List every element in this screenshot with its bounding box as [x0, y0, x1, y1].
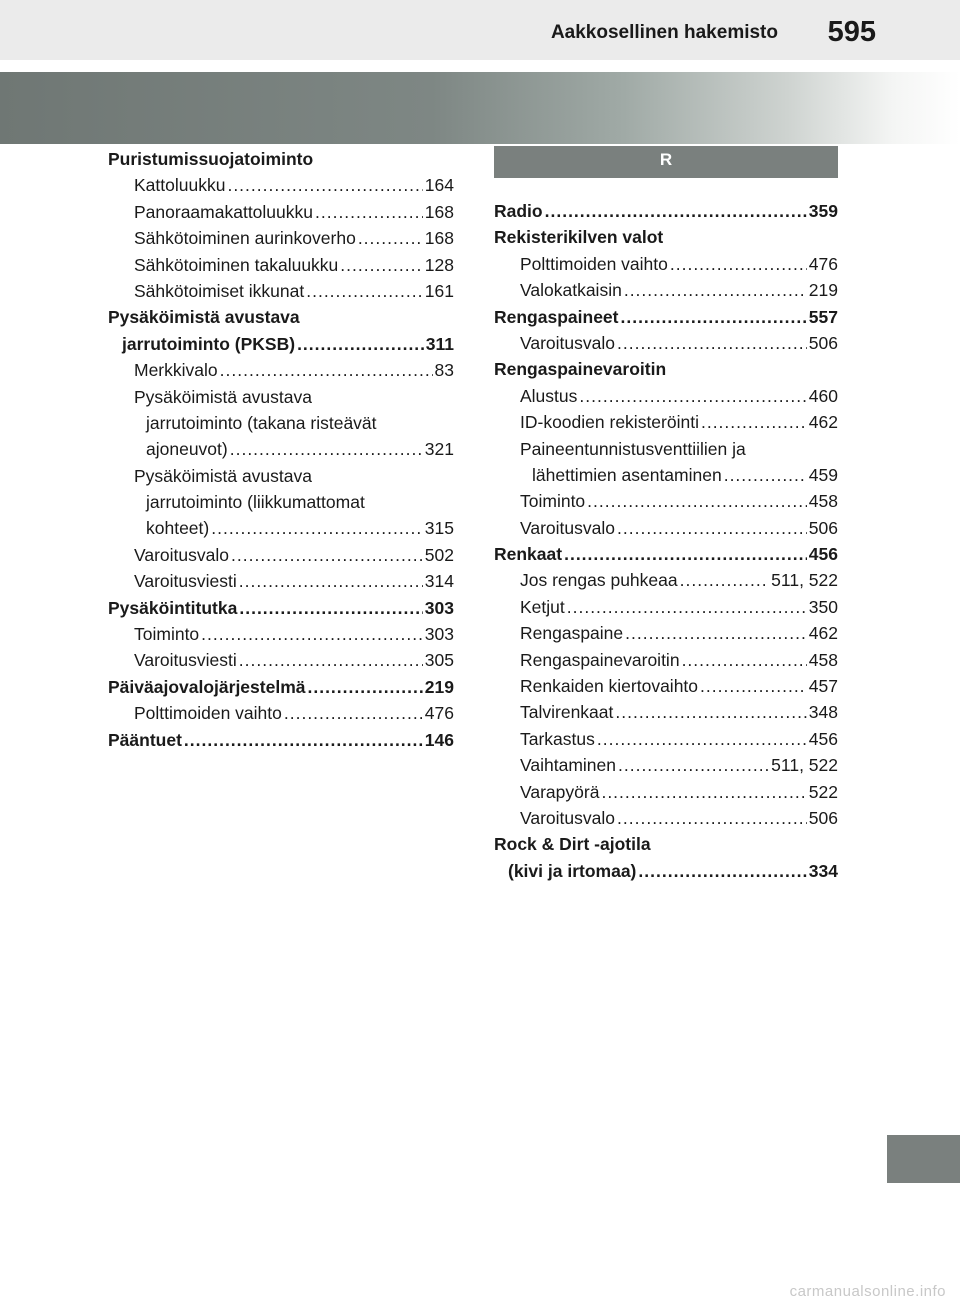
index-heading-entry: Renkaat ..... 456 [494, 541, 838, 567]
index-entry: Varoitusvalo ..... 506 [494, 330, 838, 356]
index-heading-entry: Päiväajovalojärjestelmä ..... 219 [108, 674, 454, 700]
index-entry: Valokatkaisin ..... 219 [494, 277, 838, 303]
index-entry: Renkaiden kiertovaihto ..... 457 [494, 673, 838, 699]
index-entry: Tarkastus ..... 456 [494, 726, 838, 752]
index-entry: Toiminto ..... 458 [494, 488, 838, 514]
index-column-right [494, 146, 838, 884]
index-entry: Toiminto ..... 303 [108, 621, 454, 647]
index-entry: Merkkivalo ..... 83 [108, 357, 454, 383]
index-entry: Polttimoiden vaihto ..... 476 [108, 700, 454, 726]
index-entry: Talvirenkaat ..... 348 [494, 699, 838, 725]
index-entry: Vaihtaminen ..... 511, 522 [494, 752, 838, 778]
index-entry: Jos rengas puhkeaa ..... 511, 522 [494, 567, 838, 593]
index-entry-line: Pysäköimistä avustava [134, 465, 312, 486]
index-heading-entry: Pääntuet ..... 146 [108, 727, 454, 753]
index-entry: Polttimoiden vaihto ..... 476 [494, 251, 838, 277]
decorative-banner [0, 72, 960, 144]
index-entry: Rengaspainevaroitin ..... 458 [494, 647, 838, 673]
index-entry: Rengaspaine ..... 462 [494, 620, 838, 646]
index-entry: Panoraamakattoluukku ..... 168 [108, 199, 454, 225]
index-entry-line: Paineentunnistusventtiilien ja [520, 438, 746, 459]
index-entry: Sähkötoiminen takaluukku ..... 128 [108, 252, 454, 278]
index-entry: Varapyörä ..... 522 [494, 779, 838, 805]
index-heading-entry: Pysäköintitutka ..... 303 [108, 595, 454, 621]
index-column-left [108, 146, 454, 753]
index-heading: Pysäköimistä avustava [108, 307, 300, 328]
index-entry: Varoitusvalo ..... 506 [494, 515, 838, 541]
index-entry: lähettimien asentaminen ..... 459 [494, 462, 838, 488]
index-entry-line: jarrutoiminto (takana risteävät [146, 412, 377, 433]
index-entry: ID-koodien rekisteröinti ..... 462 [494, 409, 838, 435]
index-entry: Varoitusvalo ..... 502 [108, 542, 454, 568]
chapter-side-tab [887, 1135, 960, 1183]
index-heading-entry: Radio ..... 359 [494, 198, 838, 224]
index-heading: Rock & Dirt -ajotila [494, 834, 651, 855]
watermark: carmanualsonline.info [789, 1283, 946, 1300]
index-entry: Sähkötoimiset ikkunat ..... 161 [108, 278, 454, 304]
index-heading-entry: jarrutoiminto (PKSB) ..... 311 [108, 331, 454, 357]
section-letter-bar: R [494, 146, 838, 178]
index-entry: Varoitusvalo ..... 506 [494, 805, 838, 831]
index-entry: Ketjut ..... 350 [494, 594, 838, 620]
index-heading-entry: Rengaspaineet ..... 557 [494, 304, 838, 330]
index-entry: ajoneuvot) ..... 321 [108, 436, 454, 462]
index-entry-line: jarrutoiminto (liikkumattomat [146, 492, 365, 513]
index-entry: Kattoluukku ..... 164 [108, 172, 454, 198]
index-entry: kohteet) ..... 315 [108, 515, 454, 541]
header-title: Aakkosellinen hakemisto [550, 22, 778, 43]
index-entry: Varoitusviesti ..... 314 [108, 568, 454, 594]
index-heading: Rengaspainevaroitin [494, 359, 667, 380]
index-entry-line: Pysäköimistä avustava [134, 386, 312, 407]
page-number: 595 [827, 16, 876, 48]
index-heading: Puristumissuojatoiminto [108, 149, 314, 169]
index-heading: Rekisterikilven valot [494, 227, 664, 248]
index-entry: Alustus ..... 460 [494, 383, 838, 409]
index-heading-entry: (kivi ja irtomaa) ..... 334 [494, 858, 838, 884]
page-header [0, 0, 960, 60]
index-entry: Sähkötoiminen aurinkoverho ..... 168 [108, 225, 454, 251]
index-entry: Varoitusviesti ..... 305 [108, 647, 454, 673]
